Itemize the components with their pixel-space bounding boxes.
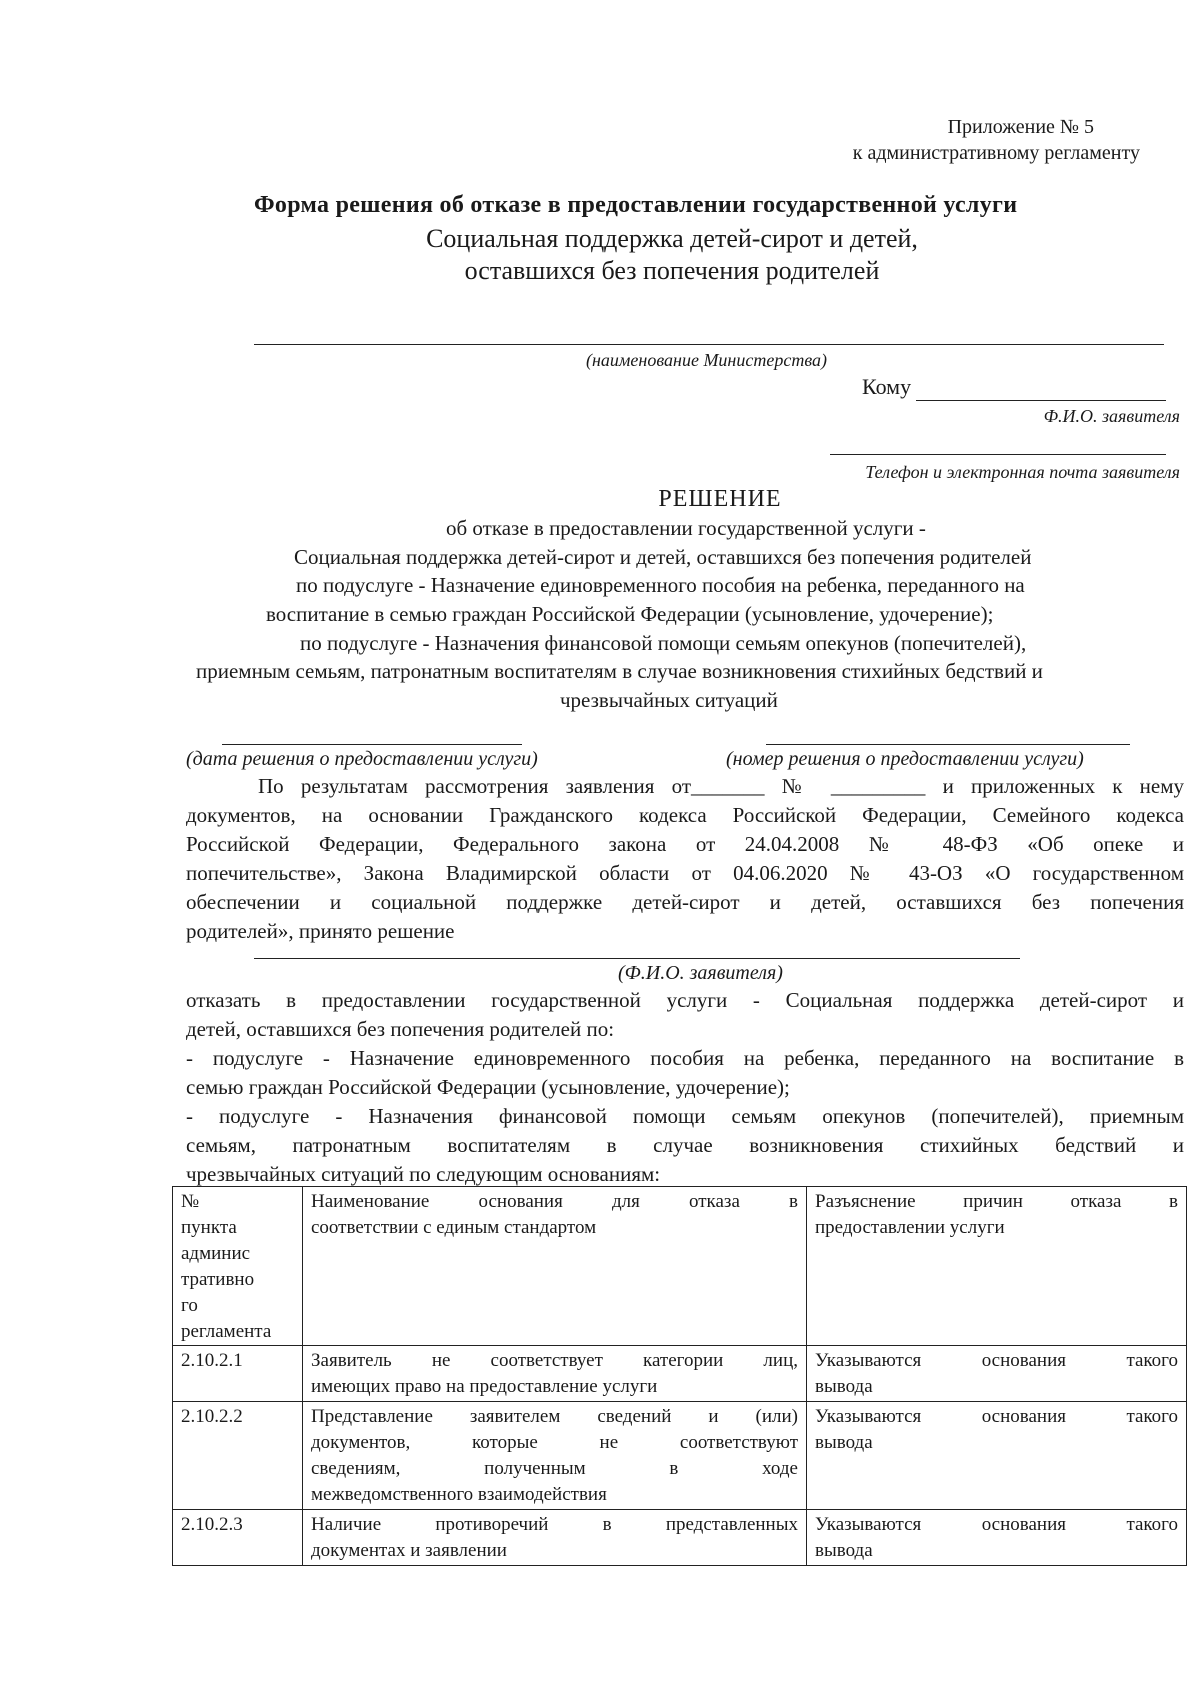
row-reason: Заявитель не соответствует категории лиц, имеющих право на предоставление услуги xyxy=(303,1346,807,1402)
table-row xyxy=(173,1346,1187,1402)
fio-line[interactable] xyxy=(254,958,1020,959)
applicant-caption: Ф.И.О. заявителя xyxy=(1043,406,1180,426)
row-reason: Представление заявителем сведений и (или) документов, которые не соответствуют сведениям, полученным в ходе межведомственного взаимодействия xyxy=(303,1402,807,1510)
body-paragraph xyxy=(186,772,1184,946)
row-number: 2.10.2.3 xyxy=(173,1510,303,1566)
appendix-number: Приложение № 5 xyxy=(947,116,1094,138)
ministry-line[interactable] xyxy=(254,344,1164,345)
table-row xyxy=(173,1402,1187,1510)
body-line: родителей», принято решение xyxy=(186,919,455,943)
header-cell-reason: Наименование основания для отказа в соответствии с единым стандартом xyxy=(303,1187,807,1346)
decision-heading: РЕШЕНИЕ xyxy=(658,486,782,512)
refusal-line: - подуслуге - Назначение единовременного пособия на ребенка, переданного на воспитание в xyxy=(186,1046,1184,1070)
form-title-line3: оставшихся без попечения родителей xyxy=(464,256,880,285)
refusal-line: семьям, патронатным воспитателям в случае возникновения стихийных бедствий и xyxy=(186,1133,1184,1157)
appendix-regulation: к административному регламенту xyxy=(852,142,1140,164)
decision-line: Социальная поддержка детей-сирот и детей, оставшихся без попечения родителей xyxy=(294,545,1032,569)
to-label: Кому xyxy=(862,374,912,399)
decision-line: об отказе в предоставлении государственной услуги - xyxy=(446,516,926,540)
row-explanation: Указываются основания такого вывода xyxy=(807,1346,1187,1402)
form-title-line2: Социальная поддержка детей-сирот и детей, xyxy=(426,224,918,253)
fio-caption: (Ф.И.О. заявителя) xyxy=(618,962,783,984)
refusal-grounds-table xyxy=(172,1186,1187,1566)
row-explanation: Указываются основания такого вывода xyxy=(807,1510,1187,1566)
contact-caption: Телефон и электронная почта заявителя xyxy=(865,462,1180,482)
body-line: По результатам рассмотрения заявления от_______ № _________ и приложенных к нему xyxy=(258,774,1184,798)
date-caption: (дата решения о предоставлении услуги) xyxy=(186,748,538,770)
table-row xyxy=(173,1510,1187,1566)
number-line[interactable] xyxy=(766,744,1130,745)
row-explanation: Указываются основания такого вывода xyxy=(807,1402,1187,1510)
table-header-row xyxy=(173,1187,1187,1346)
body-line: попечительстве», Закона Владимирской области от 04.06.2020 № 43-ОЗ «О государственном xyxy=(186,861,1184,885)
decision-line: по подуслуге - Назначения финансовой помощи семьям опекунов (попечителей), xyxy=(300,631,1027,655)
decision-line: воспитание в семью граждан Российской Федерации (усыновление, удочерение); xyxy=(266,602,994,626)
header-cell-explanation: Разъяснение причин отказа в предоставлении услуги xyxy=(807,1187,1187,1346)
body-line: Российской Федерации, Федерального закона от 24.04.2008 № 48-ФЗ «Об опеке и xyxy=(186,832,1184,856)
refusal-line: детей, оставшихся без попечения родителей по: xyxy=(186,1017,615,1041)
refusal-line: чрезвычайных ситуаций по следующим основаниям: xyxy=(186,1162,661,1186)
refusal-line: отказать в предоставлении государственной услуги - Социальная поддержка детей-сирот и xyxy=(186,988,1184,1012)
contact-line[interactable] xyxy=(830,454,1166,455)
row-number: 2.10.2.1 xyxy=(173,1346,303,1402)
form-title: Форма решения об отказе в предоставлении государственной услуги xyxy=(254,192,1018,218)
decision-line: приемным семьям, патронатным воспитателям в случае возникновения стихийных бедствий и xyxy=(196,659,1043,683)
number-caption: (номер решения о предоставлении услуги) xyxy=(726,748,1084,770)
refusal-line: - подуслуге - Назначения финансовой помощи семьям опекунов (попечителей), приемным xyxy=(186,1104,1184,1128)
date-line[interactable] xyxy=(222,744,522,745)
row-reason: Наличие противоречий в представленных документах и заявлении xyxy=(303,1510,807,1566)
to-line[interactable] xyxy=(916,400,1166,401)
body-line: обеспечении и социальной поддержке детей-сирот и детей, оставшихся без попечения xyxy=(186,890,1184,914)
refusal-line: семью граждан Российской Федерации (усыновление, удочерение); xyxy=(186,1075,790,1099)
body-line: документов, на основании Гражданского кодекса Российской Федерации, Семейного кодекса xyxy=(186,803,1184,827)
decision-line: по подуслуге - Назначение единовременного пособия на ребенка, переданного на xyxy=(296,573,1025,597)
ministry-caption: (наименование Министерства) xyxy=(586,350,828,370)
decision-line: чрезвычайных ситуаций xyxy=(560,688,778,712)
header-cell-number: № пункта админис тративно го регламента xyxy=(173,1187,303,1346)
refusal-paragraph xyxy=(186,986,1184,1189)
row-number: 2.10.2.2 xyxy=(173,1402,303,1510)
